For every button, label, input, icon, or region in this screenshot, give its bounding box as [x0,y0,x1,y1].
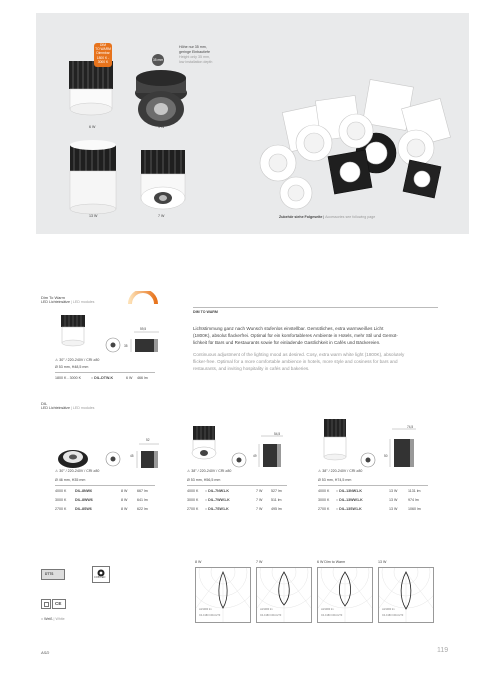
row-lm: 622 lm [137,507,148,511]
height-note-en-2: low installation depth [179,60,213,64]
dtw-dim-side: 35 [124,344,128,348]
row-code [205,499,230,503]
dil-13w-spec-angle-text: 38° / 220-240V / CRI ≥80 [322,469,363,473]
row-code: DIL-8NW6 [75,489,92,493]
legend-b: C90-C270 [270,614,282,617]
footer-brand-logo: ASD [41,650,50,655]
dim-to-warm-gradient-icon [128,291,158,305]
color-en: White [55,617,65,621]
row-lm: 527 lm [271,489,282,493]
polar-unit-7w: cd/1000 lm [260,608,273,611]
dtw-heading: DIM TO WARM [193,310,218,314]
dil-7w-product-drawing [187,422,292,472]
row-cct: 4000 K [187,489,199,493]
page-number: 119 [437,647,449,654]
color-de: Weiß [44,617,53,621]
dim-to-warm-badge [94,43,112,67]
beam-icon: ⚠ [55,469,60,473]
dil-13w-rule [318,485,428,486]
legend-a: C0-C180 [260,614,270,617]
beam-icon: ⚠ [187,469,192,473]
polar-label-13w: 13 W [378,560,387,564]
dil-13w-dim-top: 74,5 [407,425,414,429]
dtw-spec-angle [55,359,99,363]
dil-8w-product-drawing [55,433,170,473]
module-13w-image [70,140,116,214]
ce-label: CE [55,600,62,606]
row-code [336,508,362,512]
cob-led-icon [92,566,110,583]
badge-line-4: 1800 K - [96,55,110,60]
dtw-row-rule [55,372,155,373]
polar-unit-dtw: cd/1000 lm [321,608,334,611]
dtw-row-lm: 466 lm [137,376,148,380]
dtw-row-cct: 1800 K - 3000 K [55,376,81,380]
module-7w-image [141,150,185,209]
circle-icon: ○ [205,489,209,493]
row-code-text: DIL-7WW1-K [208,498,230,502]
dil-13w-spec-angle [318,470,362,474]
polar-label-8w: 8 W [195,560,202,564]
row-code-text: DIL-7NW1-K [208,489,229,493]
dil-8w-spec-angle-text: 30° / 220-240V / CRI ≥80 [59,469,100,473]
driver-label: DTTS [45,572,54,576]
square-icon [44,602,49,607]
watt-label-13w: 13 W [89,214,98,218]
row-cct: 4000 K [55,489,67,493]
dtw-subtitle: LED Lichteinsätze | LED modules [41,300,95,304]
row-watt: 13 W [389,498,398,502]
row-code-text: DIL-7SW1-K [208,507,229,511]
badge-line-3: Dimmbar [96,51,110,56]
dtw-subtitle-en: LED modules [72,300,95,304]
beam-icon: ⚠ [318,469,323,473]
dil-7w-dim-top: 54,5 [274,432,281,436]
dil-subtitle-de: LED Lichteinsätze [41,406,70,410]
polar-legend-dtw [321,615,342,617]
watt-label-7w: 7 W [158,214,165,218]
dil-13w-spec-size: Ø 53 mm, H74,5 mm [318,478,352,482]
circle-icon: ○ [336,489,340,493]
polar-unit-8w: cd/1000 lm [199,608,212,611]
row-code-text: DIL-13WW1-K [339,498,363,502]
hero-image-panel [36,13,469,234]
watt-label-9w: 9 W [158,125,165,129]
color-option: ○ Weiß | White [41,617,65,621]
row-watt: 13 W [389,507,398,511]
polar-unit-13w: cd/1000 lm [382,608,395,611]
polar-label-7w: 7 W [256,560,263,564]
dil-subtitle: LED Lichteinsätze | LED modules [41,406,95,410]
dtw-row-code [91,377,113,381]
dtw-title: Dim To Warm [41,295,65,300]
row-cct: 3000 K [318,498,330,502]
dtw-desc-de-3: lichkeit für Bars und Restaurants sowie für einladende Gastlichkeit in Cafés und Bäckereien. [193,340,381,345]
row-code [205,490,229,494]
dtw-dim-top: 59,5 [140,327,147,331]
row-lm: 974 lm [408,498,419,502]
row-watt: 13 W [389,489,398,493]
row-lm: 495 lm [271,507,282,511]
dtw-desc-en-3: restaurants, and inviting hospitality in cafés and bakeries. [193,366,310,371]
polar-legend-7w [260,615,281,617]
accessories-collage [260,80,450,209]
dtw-subtitle-de: LED Lichteinsätze [41,300,70,304]
dil-7w-rule [187,485,287,486]
dil-8w-spec-size: Ø 46 mm, H35 mm [55,478,86,482]
dtw-desc-en-1: Continuous adjustment of the lighting mood as desired. Cosy, extra warm white light (1800K), absolutely [193,352,405,357]
row-watt: 7 W [256,498,263,502]
circle-icon: ○ [336,498,340,502]
dil-7w-spec-angle [187,470,231,474]
circle-icon: ○ [205,507,209,511]
dtw-row-code-text: DIL-DTW-K [94,376,114,380]
legend-b: C90-C270 [331,614,343,617]
badge-line-5: 3000 K [97,59,109,64]
polar-legend-13w [382,615,403,617]
watt-label-6w: 6 W [89,125,96,129]
row-cct: 2700 K [318,507,330,511]
protection-class-icon [41,599,51,609]
dil-7w-spec-size: Ø 53 mm, H56,5 mm [187,478,221,482]
dil-7w-dim-side: 49 [253,454,257,458]
height-35mm-badge [152,54,164,66]
circle-icon: ○ [41,617,45,621]
dtw-product-drawing [55,313,185,355]
legend-b: C90-C270 [392,614,404,617]
height-note-en-1: Height only 35 mm, [179,55,210,59]
row-code [336,499,363,503]
row-cct: 3000 K [55,498,67,502]
row-cct: 2700 K [55,507,67,511]
height-note-de-1: Höhe nur 35 mm, [179,45,207,49]
dtw-heading-rule [193,307,438,308]
row-code: DIL-8WW6 [75,498,93,502]
cob-led-label: COB LED [94,576,106,579]
dtw-spec-size: Ø 53 mm, H48,5 mm [55,365,89,369]
row-watt: 8 W [121,507,128,511]
legend-b: C90-C270 [209,614,221,617]
dil-title: DIL [41,401,48,406]
circle-icon: ○ [91,376,95,380]
legend-a: C0-C180 [321,614,331,617]
row-watt: 7 W [256,507,263,511]
polar-label-dtw: 6 W Dim to Warm [317,560,346,564]
row-watt: 7 W [256,489,263,493]
row-lm: 1131 lm [408,489,421,493]
height-badge-text: 35 mm [152,58,164,62]
dil-8w-dim-top: 52 [146,438,150,442]
badge-line-1: DIM [99,43,107,47]
module-dim-to-warm-image [69,61,113,115]
dtw-row-watt: 6 W [126,376,133,380]
row-lm: 641 lm [137,498,148,502]
dil-8w-spec-angle [55,470,99,474]
row-code [205,508,229,512]
row-cct: 3000 K [187,498,199,502]
dil-subtitle-en: LED modules [72,406,95,410]
dil-8w-rule [55,485,155,486]
beam-icon: ⚠ [55,358,60,362]
row-cct: 4000 K [318,489,330,493]
driver-dtts-icon [41,569,65,580]
row-lm: 1060 lm [408,507,421,511]
row-lm: 667 lm [137,489,148,493]
legend-a: C0-C180 [382,614,392,617]
dtw-desc-de-2: (1800K), absolut flackerfrei. Optimal für ein komfortableres Ambiente in Hotels, mehr Stil und Gemüt- [193,333,398,338]
row-code [336,490,362,494]
polar-legend-8w [199,615,220,617]
row-code-text: DIL-13NW1-K [339,489,362,493]
dil-13w-product-drawing [318,415,423,473]
row-cct: 2700 K [187,507,199,511]
ce-mark-icon [52,599,66,609]
row-watt: 8 W [121,498,128,502]
circle-icon: ○ [205,498,209,502]
row-watt: 8 W [121,489,128,493]
dtw-spec-angle-text: 30° / 220-240V / CRI ≥80 [59,358,100,362]
badge-line-2: TO WARM [95,47,111,52]
accessories-note-de: Zubehör siehe Folgeseite [279,215,323,219]
row-code: DIL-8SW6 [75,507,92,511]
dil-13w-dim-side: 50 [384,454,388,458]
row-lm: 511 lm [271,498,282,502]
height-note-de-2: geringe Einbautiefe [179,50,210,54]
dtw-desc-de-1: Lichtstimmung ganz nach Wunsch stufenlos einstellbar. Gemütliches, extra warmweißes Licht [193,326,384,331]
dil-7w-spec-angle-text: 38° / 220-240V / CRI ≥80 [191,469,232,473]
row-code-text: DIL-13SW1-K [339,507,362,511]
accessories-note-en: Accessories see following page [325,215,376,219]
dil-8w-dim-side: 45 [130,454,134,458]
module-35mm-image [135,70,187,127]
legend-a: C0-C180 [199,614,209,617]
dtw-desc-en-2: flicker-free. Optimal for a more comfortable ambience in hotels, more style and cosiness for bars and [193,359,398,364]
accessories-note: Zubehör siehe Folgeseite | Accessories see following page [279,215,376,219]
circle-icon: ○ [336,507,340,511]
